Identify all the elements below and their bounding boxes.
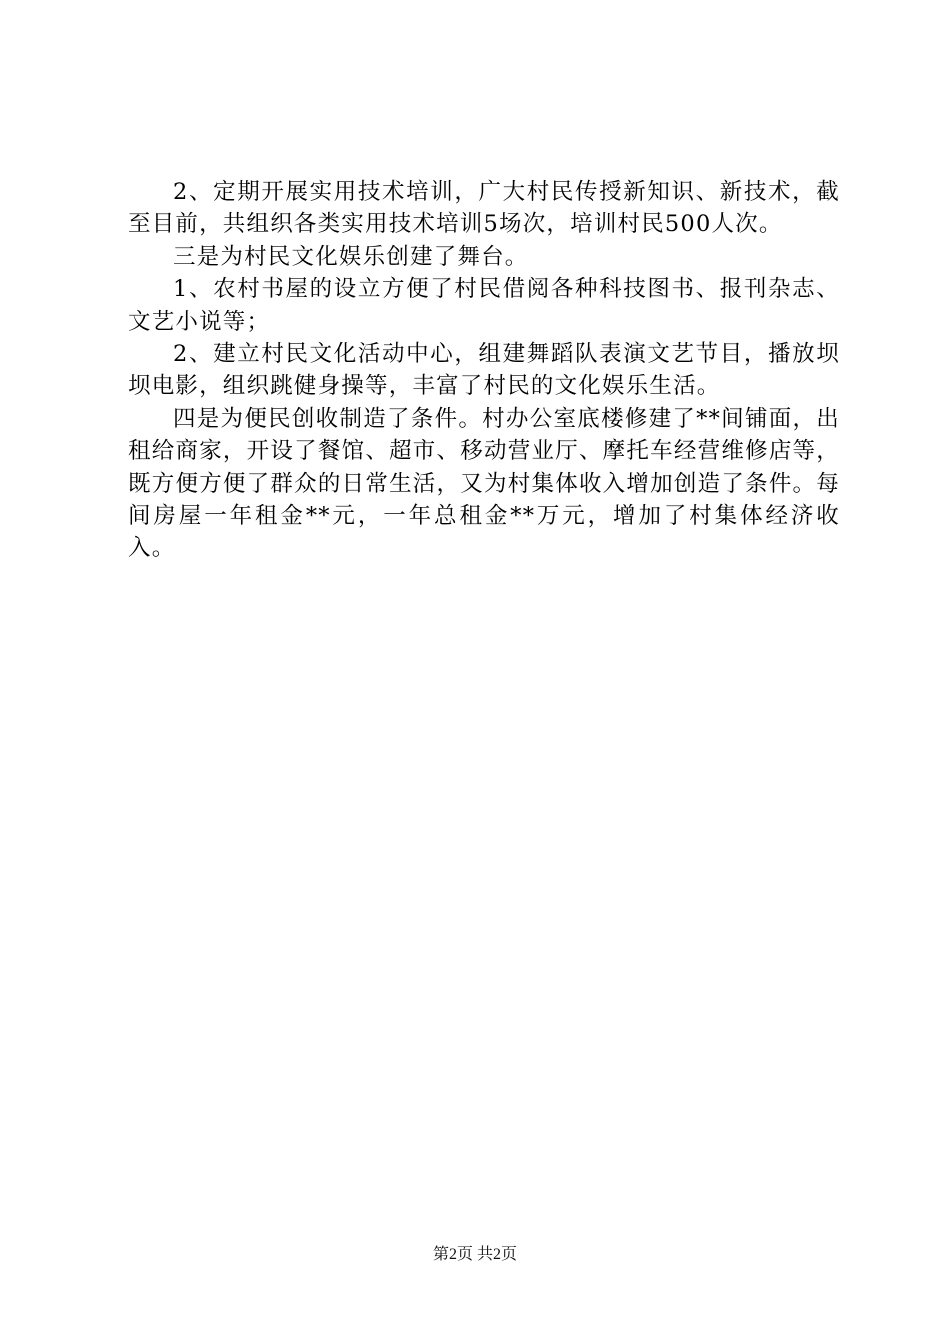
page-number-footer: 第2页 共2页	[432, 1246, 517, 1263]
paragraph-activity-center: 2、建立村民文化活动中心，组建舞蹈队表演文艺节目，播放坝坝电影，组织跳健身操等，丰富了村民的文化娱乐生活。	[128, 341, 840, 400]
paragraph-book-house: 1、农村书屋的设立方便了村民借阅各种科技图书、报刊杂志、文艺小说等；	[128, 276, 840, 335]
paragraph-income: 四是为便民创收制造了条件。村办公室底楼修建了**间铺面，出租给商家，开设了餐馆、超市、移动营业厅、摩托车经营维修店等，既方便方便了群众的日常生活，又为村集体收入增加创造了条件。每间房屋一年租金**元，一年总租金**万元，增加了村集体经济收入。	[128, 405, 840, 562]
document-body	[128, 176, 840, 565]
paragraph-training: 2、定期开展实用技术培训，广大村民传授新知识、新技术，截至目前，共组织各类实用技术培训5场次，培训村民500人次。	[128, 179, 840, 238]
paragraph-culture-heading: 三是为村民文化娱乐创建了舞台。	[173, 243, 529, 270]
